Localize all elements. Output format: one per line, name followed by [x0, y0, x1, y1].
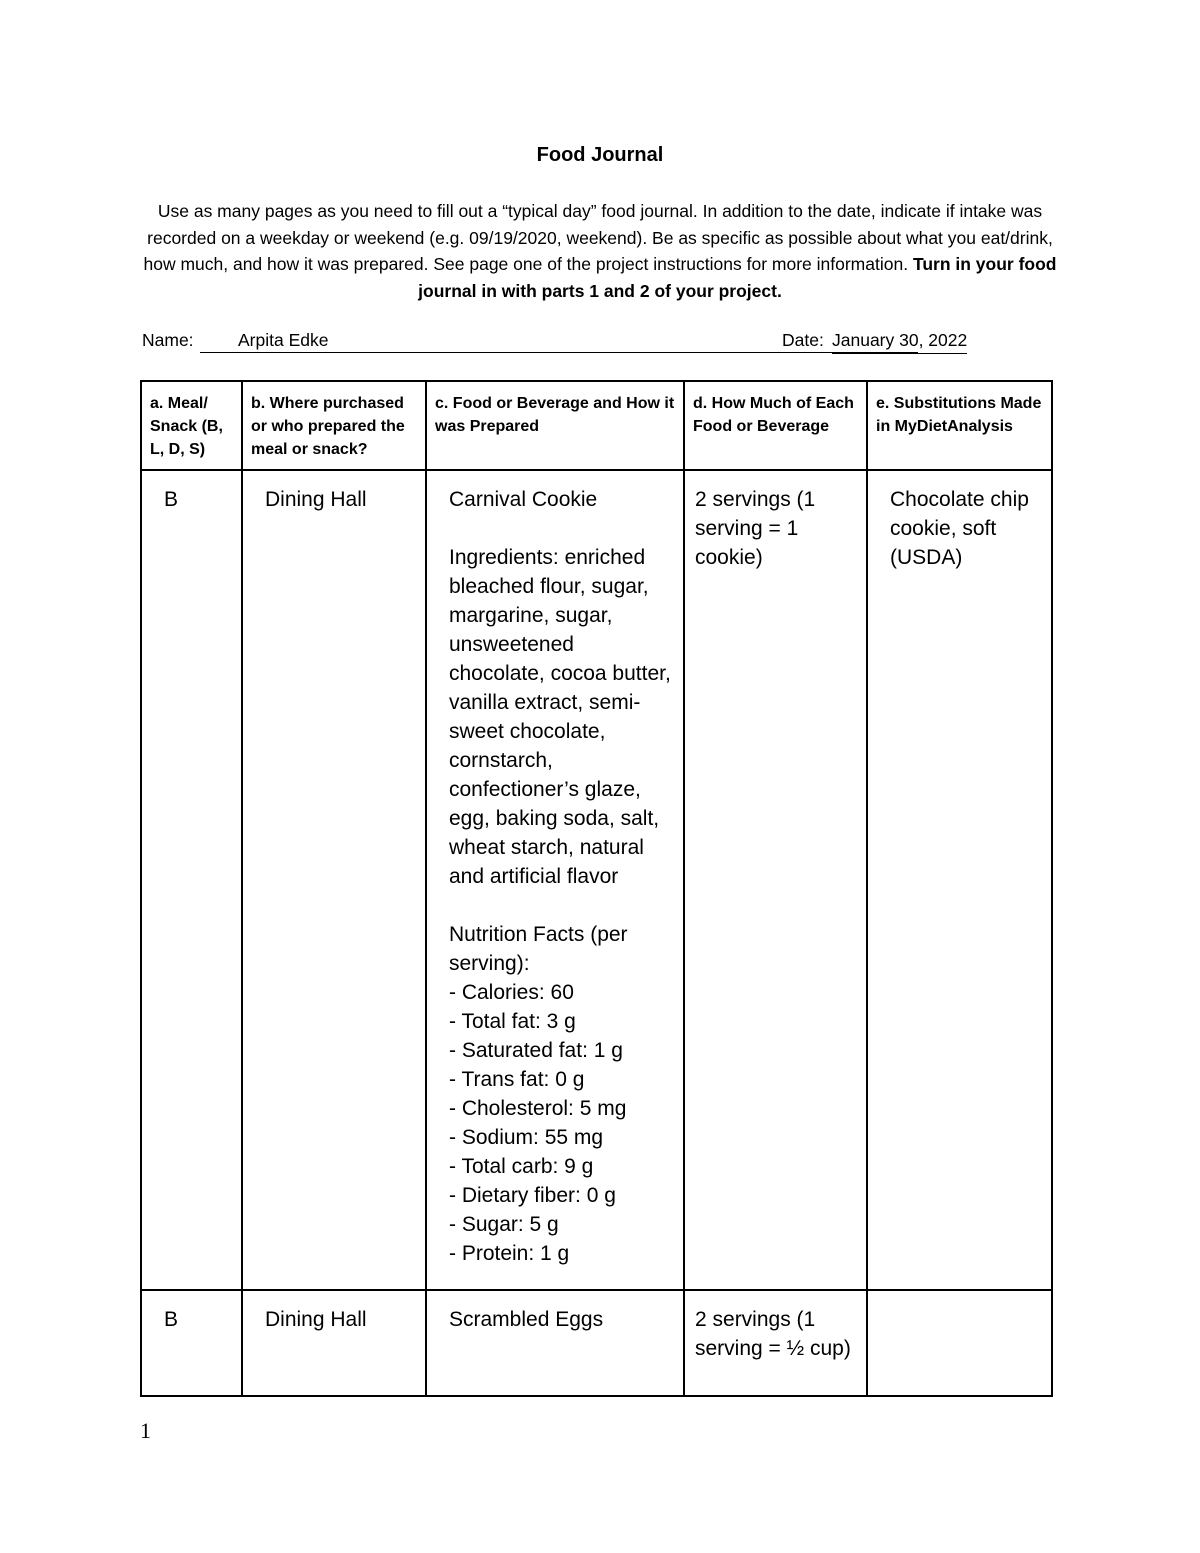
header-amount: d. How Much of Each Food or Beverage: [684, 381, 867, 470]
table-row: [141, 1290, 1052, 1396]
name-date-line: [142, 330, 1052, 356]
food-ingredients: Ingredients: enriched bleached flour, sugar, margarine, sugar, unsweetened chocolate, cocoa butter, vanilla extract, semi-sweet chocolate, cornstarch, confectioner’s glaze, egg, baking soda, salt, wheat starch, natural and artificial flavor: [449, 546, 671, 888]
name-field: Arpita Edke: [200, 330, 918, 353]
name-label: Name:: [142, 330, 194, 350]
cell-meal: B: [141, 1290, 242, 1396]
table-header-row: [141, 381, 1052, 470]
nutrition-facts: [449, 920, 675, 1268]
header-substitution: e. Substitutions Made in MyDietAnalysis: [867, 381, 1052, 470]
cell-where: Dining Hall: [242, 470, 426, 1290]
nutrition-title: Nutrition Facts (per serving):: [449, 923, 628, 975]
nutrition-item: - Total fat: 3 g: [449, 1010, 576, 1033]
cell-substitution: Chocolate chip cookie, soft (USDA): [867, 470, 1052, 1290]
cell-food: Scrambled Eggs: [426, 1290, 684, 1396]
instructions-regular: Use as many pages as you need to fill out a “typical day” food journal. In addition to the date, indicate if intake was recorded on a weekday or weekend (e.g. 09/19/2020, weekend). Be as specific as possible about what you eat/drink, how much, and how it was prepared. See page one of the project instructions for more information.: [143, 201, 1053, 274]
page-title: Food Journal: [536, 144, 664, 166]
nutrition-list: [449, 978, 675, 1268]
nutrition-item: - Saturated fat: 1 g: [449, 1039, 623, 1062]
date-label: Date:: [782, 330, 824, 350]
nutrition-item: - Sugar: 5 g: [449, 1213, 559, 1236]
nutrition-item: - Sodium: 55 mg: [449, 1126, 604, 1149]
food-journal-table: [140, 380, 1053, 1397]
header-food: c. Food or Beverage and How it was Prepared: [426, 381, 684, 470]
cell-amount: 2 servings (1 serving = 1 cookie): [684, 470, 867, 1290]
cell-meal: B: [141, 470, 242, 1290]
nutrition-item: - Cholesterol: 5 mg: [449, 1097, 627, 1120]
nutrition-item: - Protein: 1 g: [449, 1242, 570, 1265]
header-where: b. Where purchased or who prepared the meal or snack?: [242, 381, 426, 470]
cell-where: Dining Hall: [242, 1290, 426, 1396]
cell-amount: 2 servings (1 serving = ½ cup): [684, 1290, 867, 1396]
table-row: [141, 470, 1052, 1290]
date-field: January 30, 2022: [832, 330, 967, 354]
instructions-bold: Turn in your food journal in with parts 1 and 2 of your project.: [418, 254, 1057, 301]
cell-substitution: [867, 1290, 1052, 1396]
instructions-text: [140, 198, 1060, 304]
nutrition-item: - Trans fat: 0 g: [449, 1068, 585, 1091]
nutrition-item: - Total carb: 9 g: [449, 1155, 594, 1178]
food-name: Carnival Cookie: [449, 488, 598, 511]
header-meal: a. Meal/ Snack (B, L, D, S): [141, 381, 242, 470]
nutrition-item: - Dietary fiber: 0 g: [449, 1184, 616, 1207]
page-number: 1: [140, 1418, 151, 1443]
cell-food: [426, 470, 684, 1290]
nutrition-item: - Calories: 60: [449, 981, 574, 1004]
